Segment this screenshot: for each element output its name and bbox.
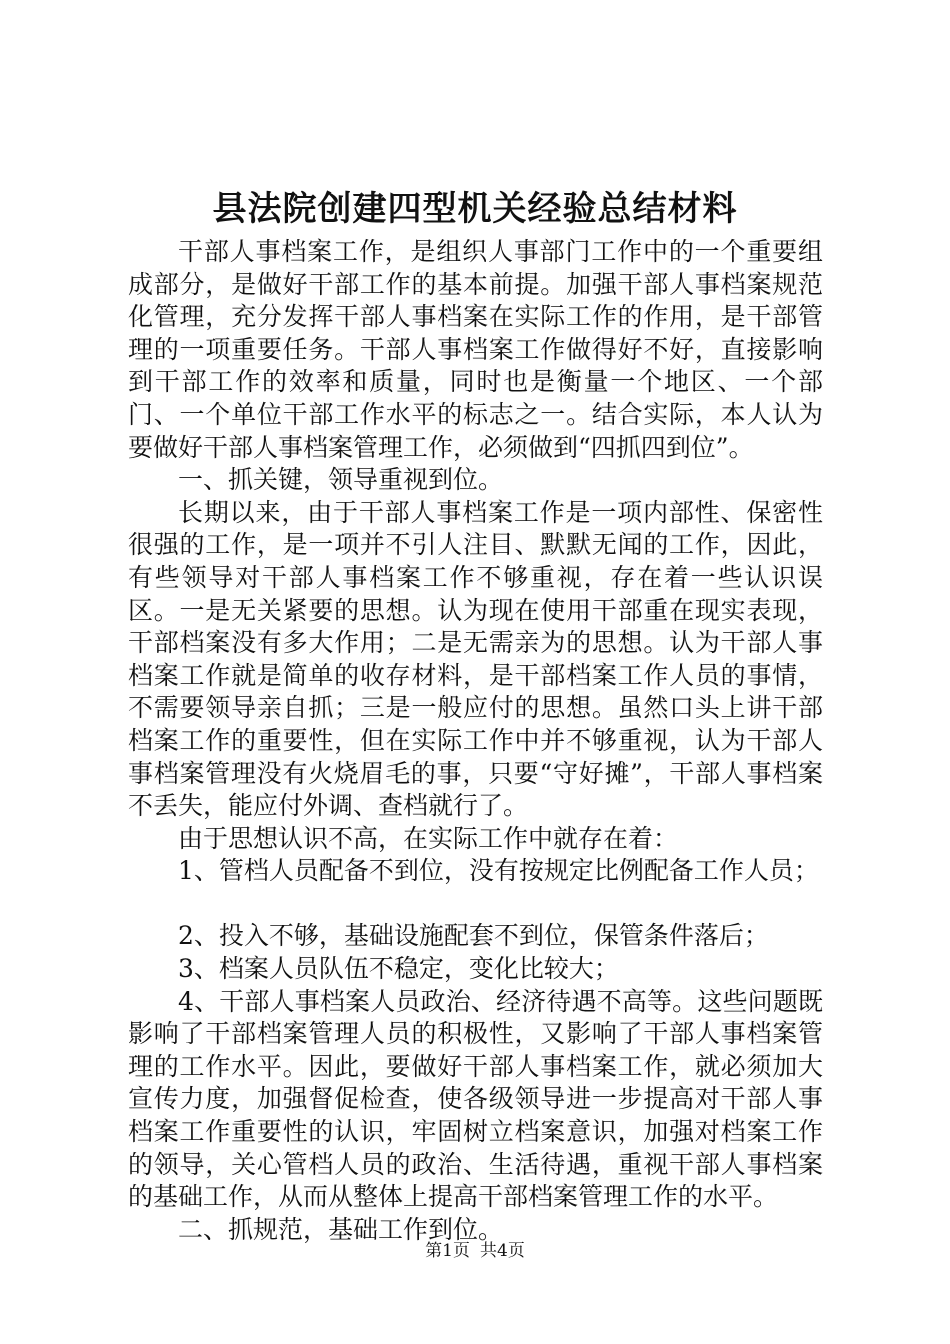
page-number: 第1页 — [425, 1241, 470, 1261]
paragraph-misconceptions: 长期以来，由于干部人事档案工作是一项内部性、保密性很强的工作，是一项并不引人注目、默默无闻的工作，因此，有些领导对干部人事档案工作不够重视，存在着一些认识误区。一是无关紧要的思想。认为现在使用干部重在现实表现，干部档案没有多大作用；二是无需亲为的思想。认为干部人事档案工作就是简单的收存材料，是干部档案工作人员的事情，不需要领导亲自抓；三是一般应付的思想。虽然口头上讲干部档案工作的重要性，但在实际工作中并不够重视，认为干部人事档案管理没有火烧眉毛的事，只要“守好摊”，干部人事档案不丢失，能应付外调、查档就行了。 — [128, 497, 823, 821]
paragraph-intro: 干部人事档案工作，是组织人事部门工作中的一个重要组成部分，是做好干部工作的基本前提。加强干部人事档案规范化管理，充分发挥干部人事档案在实际工作的作用，是干部管理的一项重要任务。干部人事档案工作做得好不好，直接影响到干部工作的效率和质量，同时也是衡量一个地区、一个部门、一个单位干部工作水平的标志之一。结合实际，本人认为要做好干部人事档案管理工作，必须做到“四抓四到位”。 — [128, 237, 823, 462]
list-item-3: 3、档案人员队伍不稳定，变化比较大； — [178, 954, 619, 984]
document-body — [128, 236, 823, 1246]
paragraph-problems-lead: 由于思想认识不高，在实际工作中就存在着： — [178, 823, 679, 853]
heading-section-1: 一、抓关键，领导重视到位。 — [178, 465, 504, 495]
document-title: 县法院创建四型机关经验总结材料 — [212, 189, 738, 229]
list-item-4: 4、干部人事档案人员政治、经济待遇不高等。这些问题既影响了干部档案管理人员的积极性，又影响了干部人事档案管理的工作水平。因此，要做好干部人事档案工作，就必须加大宣传力度，加强督促检查，使各级领导进一步提高对干部人事档案工作重要性的认识，牢固树立档案意识，加强对档案工作的领导，关心管档人员的政治、生活待遇，重视干部人事档案的基础工作，从而从整体上提高干部档案管理工作的水平。 — [128, 986, 823, 1212]
list-item-1: 1、管档人员配备不到位，没有按规定比例配备工作人员； — [178, 856, 819, 886]
list-item-2: 2、投入不够，基础设施配套不到位，保管条件落后； — [178, 921, 769, 951]
heading-section-2: 二、抓规范，基础工作到位。 — [178, 1214, 504, 1244]
page-total: 共4页 — [480, 1241, 525, 1261]
page-footer — [0, 1239, 950, 1263]
blank-line — [128, 888, 823, 921]
